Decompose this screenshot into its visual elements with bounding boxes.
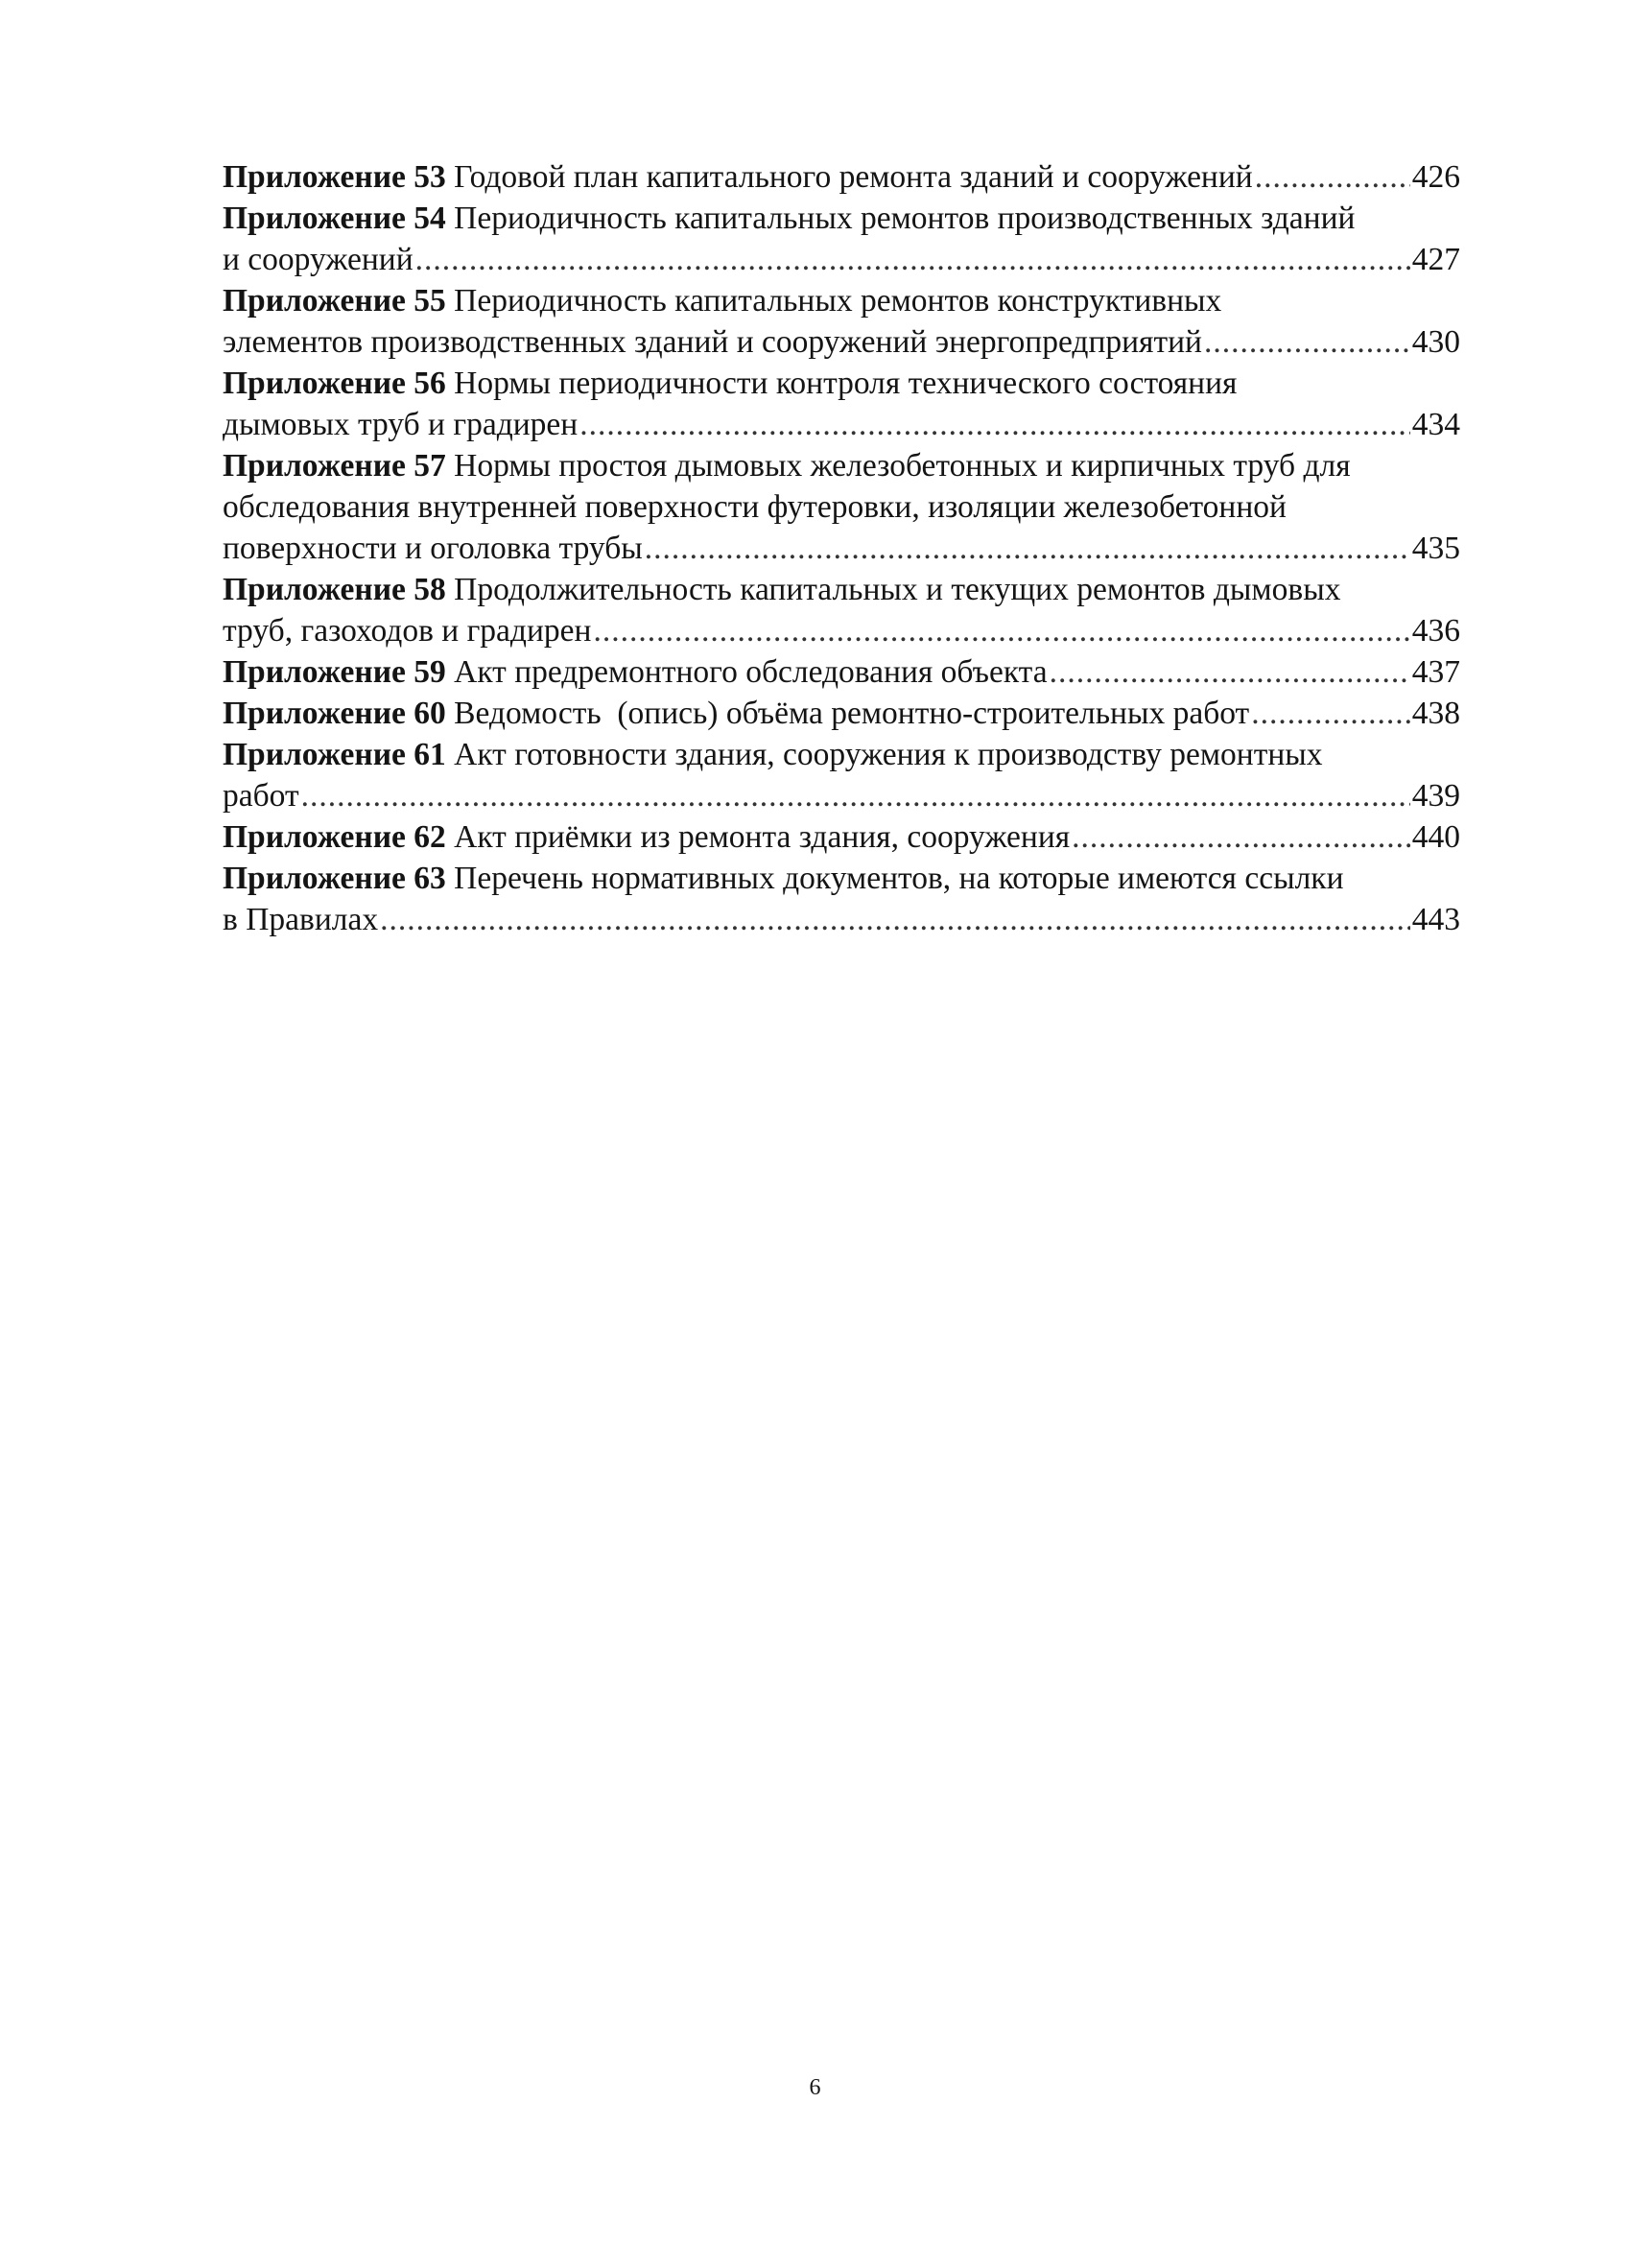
- toc-entry-line: [223, 816, 1460, 858]
- appendix-title-cont: и сооружений: [223, 242, 413, 277]
- toc-entry-62: [223, 816, 1460, 858]
- dot-leader: [415, 239, 1410, 280]
- toc-entry-line: [223, 693, 1460, 734]
- appendix-title-cont: элементов производственных зданий и сооружений энергопредприятий: [223, 324, 1202, 360]
- appendix-title: Акт готовности здания, сооружения к производству ремонтных: [454, 737, 1323, 772]
- appendix-label: Приложение 60: [223, 696, 446, 731]
- page-ref: 439: [1411, 778, 1460, 814]
- dot-leader: [301, 775, 1410, 816]
- appendix-title: Акт предремонтного обследования объекта: [454, 654, 1048, 690]
- page-ref: 435: [1411, 531, 1460, 566]
- page-ref: 430: [1411, 324, 1460, 360]
- dot-leader: [1072, 816, 1410, 858]
- page-ref: 427: [1411, 242, 1460, 277]
- toc-entry-60: [223, 693, 1460, 734]
- dot-leader: [380, 899, 1410, 940]
- appendix-title-cont: труб, газоходов и градирен: [223, 613, 592, 649]
- appendix-label: Приложение 53: [223, 159, 446, 195]
- appendix-title: Периодичность капитальных ремонтов конструктивных: [454, 283, 1222, 319]
- appendix-label: Приложение 59: [223, 654, 446, 690]
- dot-leader: [1204, 321, 1410, 363]
- toc-entry-61: [223, 734, 1460, 816]
- page-ref: 438: [1411, 696, 1460, 731]
- page-number: 6: [809, 2075, 821, 2100]
- toc-entry-line: [223, 156, 1460, 198]
- toc-entry-line: [223, 569, 1460, 610]
- toc-entry-63: [223, 858, 1460, 940]
- toc-entry-line: [223, 239, 1460, 280]
- page-ref: 434: [1411, 407, 1460, 442]
- appendix-label: Приложение 58: [223, 572, 446, 607]
- toc-entry-line: [223, 610, 1460, 651]
- appendix-label: Приложение 55: [223, 283, 446, 319]
- toc-entry-line: [223, 198, 1460, 239]
- page-ref: 426: [1411, 159, 1460, 195]
- appendix-title: Ведомость (опись) объёма ремонтно-строительных работ: [454, 696, 1250, 731]
- page-ref: 437: [1411, 654, 1460, 690]
- appendix-label: Приложение 61: [223, 737, 446, 772]
- appendix-label: Приложение 63: [223, 861, 446, 896]
- appendix-title-cont: дымовых труб и градирен: [223, 407, 579, 442]
- appendix-title: Продолжительность капитальных и текущих ремонтов дымовых: [454, 572, 1341, 607]
- toc-entry-line: [223, 321, 1460, 363]
- appendix-title: Нормы простоя дымовых железобетонных и кирпичных труб для: [454, 448, 1351, 484]
- toc-entry-line: [223, 363, 1460, 404]
- appendix-title: Акт приёмки из ремонта здания, сооружения: [454, 819, 1071, 855]
- toc-entry-line: [223, 734, 1460, 775]
- toc-entry-line: [223, 528, 1460, 569]
- appendix-title-cont: работ: [223, 778, 299, 814]
- toc-entry-line: [223, 404, 1460, 445]
- toc-entry-57: [223, 445, 1460, 569]
- toc-entry-line: [223, 858, 1460, 899]
- toc-entry-58: [223, 569, 1460, 651]
- appendix-title-cont: в Правилах: [223, 902, 379, 937]
- appendix-title: Перечень нормативных документов, на которые имеются ссылки: [454, 861, 1344, 896]
- dot-leader: [579, 404, 1410, 445]
- appendix-title: Периодичность капитальных ремонтов производственных зданий: [454, 201, 1356, 236]
- toc-entry-56: [223, 363, 1460, 445]
- table-of-contents: [223, 156, 1460, 940]
- appendix-title: Годовой план капитального ремонта зданий и сооружений: [454, 159, 1253, 195]
- page-ref: 436: [1411, 613, 1460, 649]
- dot-leader: [593, 610, 1409, 651]
- toc-entry-line: [223, 280, 1460, 321]
- appendix-title-cont: поверхности и оголовка трубы: [223, 531, 643, 566]
- appendix-label: Приложение 62: [223, 819, 446, 855]
- toc-entry-54: [223, 198, 1460, 280]
- toc-entry-59: [223, 651, 1460, 693]
- appendix-title-cont: обследования внутренней поверхности футеровки, изоляции железобетонной: [223, 489, 1287, 525]
- toc-entry-line: [223, 775, 1460, 816]
- toc-entry-line: [223, 445, 1460, 486]
- toc-entry-line: [223, 651, 1460, 693]
- toc-entry-53: [223, 156, 1460, 198]
- appendix-label: Приложение 57: [223, 448, 446, 484]
- dot-leader: [645, 528, 1410, 569]
- page-ref: 440: [1411, 819, 1460, 855]
- dot-leader: [1251, 693, 1410, 734]
- dot-leader: [1255, 156, 1410, 198]
- dot-leader: [1050, 651, 1410, 693]
- toc-entry-55: [223, 280, 1460, 363]
- appendix-label: Приложение 54: [223, 201, 446, 236]
- page-ref: 443: [1411, 902, 1460, 937]
- toc-entry-line: [223, 899, 1460, 940]
- appendix-title: Нормы периодичности контроля технического состояния: [454, 366, 1238, 401]
- appendix-label: Приложение 56: [223, 366, 446, 401]
